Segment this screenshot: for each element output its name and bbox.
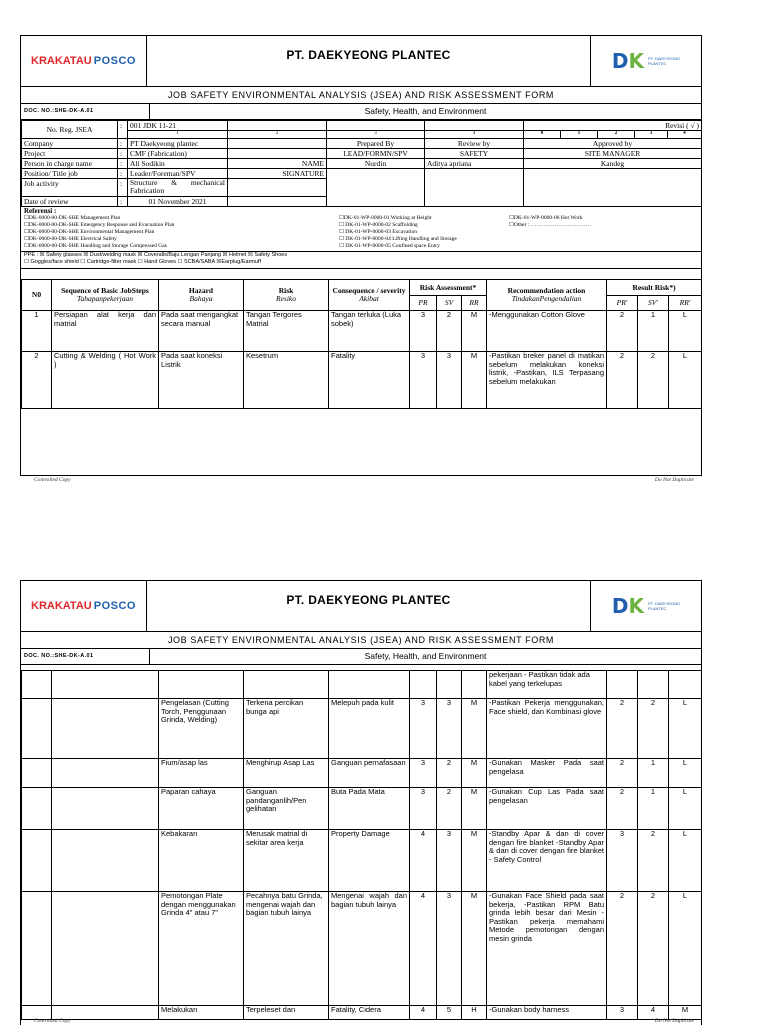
table-row: Pemotongan Plate dengan menggunakan Grinda 4" atau 7" Pecahnya batu Grinda, mengenai wajah dan bagian tubuh lainya Mengenai wajah dan bagian tubuh lainya 4 3 M -Gunakan Face Shield pada saat bekerja, -Pastikan RPM Batu grinda lebih besar dari Mesin -Pastikan pekerja memahami Metode pemotongan dengan mesin grinda 2 2 L [22,892,702,1006]
form-title: JOB SAFETY ENVIRONMENTAL ANALYSIS (JSEA) AND RISK ASSESSMENT FORM [21,632,701,649]
form-page-1 [20,35,702,476]
doc-number: DOC. NO.:SHE-DK-A.01 [21,104,150,119]
revisi-label: Revisi ( √ ) [524,121,702,131]
krakatau-posco-logo: KRAKATAU POSCO [21,581,147,631]
table-row: Pengelasan (Cutting Torch, Penggunaan Grinda, Welding) Terkena percikan bunga api Melepuh pada kulit 3 3 M -Pastikan Pekerja menggunakan, Face shield, dan Kombinasi glove 2 2 L [22,699,702,759]
table-row: Paparan cahaya Ganguan pandanganlih/Pen gelihatan Buta Pada Mata 3 2 M -Gunakan Cup Las Pada saat pengelasan 2 1 L [22,788,702,830]
table-row: 2 Cutting & Welding ( Hot Work ) Pada saat koneksi Listrik Kesetrum Fatality 3 3 M -Pastikan breker panel di matikan sebelum melakukan koneksi listrik, -Pastikan, ILS Terpasang sebelum melakukan 2 2 L [22,352,702,409]
footer-page-2: Controlled Copy Do Not Duplicate [34,1018,694,1024]
table-row: Melakukan Terpeleset dan Fatality, Cidera 4 5 H -Gunakan body harness 3 4 M [22,1006,702,1020]
company-value: PT Daekyeong plantec [128,139,228,149]
doc-number: DOC. NO.:SHE-DK-A.01 [21,649,150,664]
table-row: 1 Persiapan alat kerja dan matrial Pada saat mengangkat secara manual Tangan Tergores Matrial Tangan terluka (Luka sobek) 3 2 M -Menggunakan Cotton Glove 2 1 L [22,311,702,352]
company-title: PT. DAEKYEONG PLANTEC [286,593,451,607]
project-value: CMF (Fabrication) [128,149,228,159]
jsea-main-table-page1: N0 Sequence of Basic JobSteps Tahapanpekerjaan Hazard Bahaya Risk Resiko Consequence / severity Akibat Risk Assessment* Recommendation action TindakanPengendalian Result Risk*) PR SV RR PR' SV' RR' 1 Persiapan alat kerja dan matrial Pada saat mengangkat secara manual Tangan Tergores Matrial Tangan terluka (Luka sobek) 3 2 M -Menggunakan Cotton Glove 2 1 L 2 Cutting & Welding ( Hot Work ) Pada saat koneksi Listrik Kesetrum Fatality 3 3 M -Pastikan breker panel di matikan sebelum melakukan koneksi listrik, -Pastikan, ILS Terpasang sebelum melakukan 2 2 L [21,279,702,409]
form-header [21,36,701,87]
form-title: JOB SAFETY ENVIRONMENTAL ANALYSIS (JSEA) AND RISK ASSESSMENT FORM [21,87,701,104]
krakatau-posco-logo: KRAKATAU POSCO [21,36,147,86]
footer-page-1: Controlled Copy Do Not Duplicate [34,477,694,483]
jsea-main-table-page2 [21,670,702,1020]
references-section: Referensi : ☐DK-0000-00-DK-SHE Management Plan ☐DK-0000-00-DK-SHE Emergency Response and Evacuation Plan ☐DK-0000-00-DK-SHE Environmental Management Plan ☐DK-0000-00-DK-SHE Electrical Safety ☐DK-0000-00-DK-SHE Handling and Storage Compressed Gas ☐DK-01-WP-0000-01 Working at Height ☐ DK-01-WP-0000-02 Scaffolding ☐ DK-01-WP-0000-03 Excavation ☐ DK-01-WP-0000-04 Lifting Handling and Storage ☐ DK-01-WP-0000-05 Confined space Entry ☐DK-01-WP-0000-06 Hot Work ☐Other : …………………………… [21,207,701,252]
position-value: Leader/Foreman/SPV [128,169,228,179]
date-value: 01 November 2021 [128,197,228,207]
no-reg-label: No. Reg. JSEA [22,121,118,139]
daekyeong-logo: DK PT. DAEKYEONG PLANTEC [590,581,701,631]
department: Safety, Health, and Environment [364,106,487,116]
form-page-2 [20,580,702,1025]
daekyeong-logo: DK PT. DAEKYEONG PLANTEC [590,36,701,86]
jsea-info-table: No. Reg. JSEA : 001 JDK 11-21 Revisi ( √ ) 1 2 3 4 0 1 2 3 4 Company : PT Daekyeong plantec Prepared By Review by Approved by Project : CMF (Fabrication) LEAD/FORMN/SPV SAFETY SITE MANAGER Person in charge name : Ali Sodikin NAME Nurdin Aditya apriana Kandeg Position/ Title job : Leader/Foreman/SPV SIGNATURE Job activity : Structure & mechanical Fabrication Date of review : 01 November 2021 [21,120,702,207]
no-reg-value: 001 JDK 11-21 [128,121,228,131]
doc-info-row [21,104,701,120]
job-activity-value: Structure & mechanical Fabrication [128,179,228,197]
company-title: PT. DAEKYEONG PLANTEC [286,48,451,62]
pic-value: Ali Sodikin [128,159,228,169]
doc-info-row [21,649,701,665]
ppe-section: PPE : ☒ Safety glasses ☒ Dust/welding mask ☒ Coveralls/Baju Lengan Panjang ☒ Helmet ☒ Safety Shoes ☐ Goggles/face shield ☐ Cartridge-filter mask ☐ Hand Gloves ☐ SCBA/SABA ☒Earplug/Earmuff [21,252,701,269]
table-row: Kebakaran Merusak matrial di sekitar area kerja Property Damage 4 3 M -Standby Apar & dan di cover dengan fire blanket -Standby Apar & dan di cover dengan fire blanket - Safety Control 3 2 L [22,830,702,892]
form-header [21,581,701,632]
table-row: pekerjaan - Pastikan tidak ada kabel yang terkelupas [22,671,702,699]
table-row: Fium/asap las Menghirup Asap Las Ganguan pernafasaan 3 2 M -Gunakan Masker Pada saat pengelasa 2 1 L [22,759,702,788]
department: Safety, Health, and Environment [364,651,487,661]
